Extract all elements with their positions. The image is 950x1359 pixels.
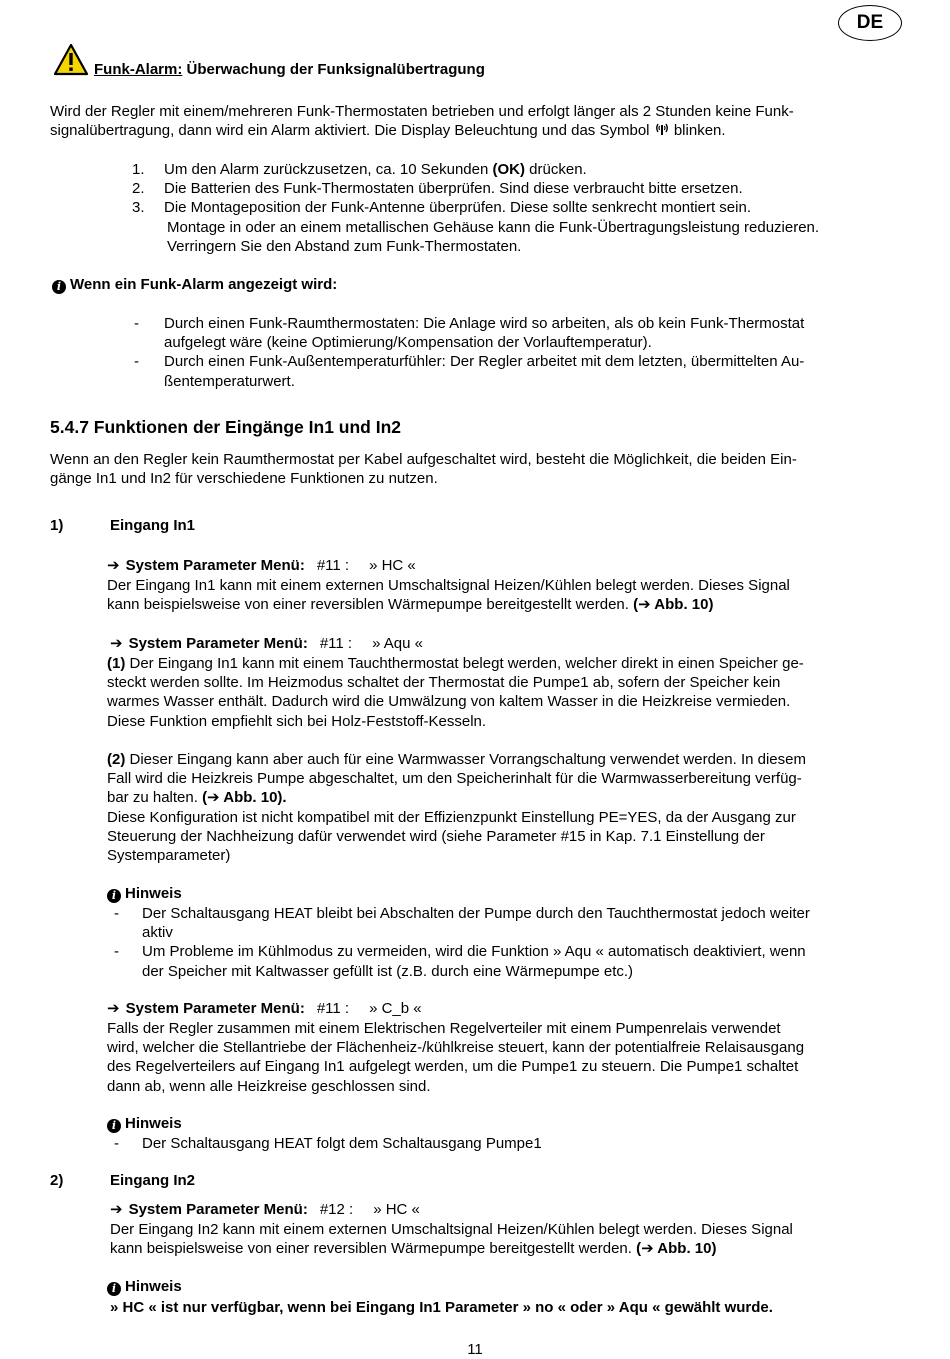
info-icon: i <box>107 1119 121 1133</box>
note-title: i Hinweis <box>107 1277 182 1296</box>
menu-line: ➔ System Parameter Menü: #11 : » HC « <box>107 557 416 574</box>
radio-signal-icon <box>654 122 670 136</box>
input1-number: 1) <box>50 517 64 534</box>
info-icon: i <box>107 1282 121 1296</box>
list-item: - Um Probleme im Kühlmodus zu vermeiden, wird die Funktion » Aqu « automatisch deaktiviert, wenn der Speicher mit Kaltwasser gefüllt ist (z.B. durch eine Wärmepumpe etc.) <box>114 943 806 980</box>
note-title: i Hinweis <box>107 884 182 903</box>
menu-line: ➔ System Parameter Menü: #11 : » Aqu « <box>110 635 423 652</box>
alarm-title: Funk-Alarm: Überwachung der Funksignalübertragung <box>94 61 485 78</box>
list-item: 1. Um den Alarm zurückzusetzen, ca. 10 Sekunden (OK) drücken. <box>132 161 587 178</box>
list-item: - Der Schaltausgang HEAT bleibt bei Abschalten der Pumpe durch den Tauchthermostat jedoch weiter aktiv <box>114 905 810 942</box>
list-item: 3. Die Montageposition der Funk-Antenne überprüfen. Diese sollte senkrecht montiert sein. <box>132 199 751 217</box>
list-item-continuation: Verringern Sie den Abstand zum Funk-Thermostaten. <box>167 237 522 255</box>
arrow-right-icon: ➔ <box>107 1000 120 1017</box>
list-item: - Der Schaltausgang HEAT folgt dem Schaltausgang Pumpe1 <box>114 1135 542 1152</box>
input2-title: Eingang In2 <box>110 1172 196 1189</box>
input2-text: Der Eingang In2 kann mit einem externen Umschaltsignal Heizen/Kühlen belegt werden. Dieses Signal kann beispielsweise von einer reversiblen Wärmepumpe bereitgestellt werden. (➔ Abb. 10) <box>110 1221 793 1258</box>
menu-line: ➔ System Parameter Menü: #11 : » C_b « <box>107 1000 422 1017</box>
section-intro: Wenn an den Regler kein Raumthermostat per Kabel aufgeschaltet wird, besteht die Möglichkeit, die beiden Ein- gänge In1 und In2 für verschiedene Funktionen zu nutzen. <box>50 451 797 488</box>
input2-note-text: » HC « ist nur verfügbar, wenn bei Eingang In1 Parameter » no « oder » Aqu « gewählt wurde. <box>110 1299 773 1316</box>
info-icon: i <box>107 889 121 903</box>
input1-hc-text: Der Eingang In1 kann mit einem externen Umschaltsignal Heizen/Kühlen belegt werden. Dieses Signal kann beispielsweise von einer reversiblen Wärmepumpe bereitgestellt werden. (➔ Abb. 10) <box>107 577 790 614</box>
arrow-right-icon: ➔ <box>107 557 120 574</box>
list-item: - Durch einen Funk-Raumthermostaten: Die Anlage wird so arbeiten, als ob kein Funk-Thermostat aufgelegt wäre (keine Optimierung/Kompensation der Vorlauftemperatur). <box>134 315 805 352</box>
input1-cb-text: Falls der Regler zusammen mit einem Elektrischen Regelverteiler mit einem Pumpenrelais verwendet wird, welcher die Stellantriebe der Flächenheiz-/kühlkreise steuert, kann der potentialfreie Relaisausgang des Regelverteilers auf Eingang In1 aufgelegt werden, um die Pumpe1 zu steuern. Die Pumpe1 schaltet dann ab, wenn alle Heizkreise geschlossen sind. <box>107 1020 805 1095</box>
input1-title: Eingang In1 <box>110 517 196 534</box>
info-icon: i <box>52 280 66 294</box>
alarm-paragraph: Wird der Regler mit einem/mehreren Funk-Thermostaten betrieben und erfolgt länger als 2 Stunden keine Funk- signalübertragung, dann wird ein Alarm aktiviert. Die Display Beleuchtung und das Symbol blinken. <box>50 103 794 140</box>
list-item: 2. Die Batterien des Funk-Thermostaten überprüfen. Sind diese verbraucht bitte ersetzen. <box>132 180 743 198</box>
alarm-bullets <box>132 314 912 391</box>
note-title: i Hinweis <box>107 1114 182 1133</box>
menu-line: ➔ System Parameter Menü: #12 : » HC « <box>110 1201 420 1218</box>
arrow-right-icon: ➔ <box>110 1201 123 1218</box>
alarm-steps <box>132 160 912 256</box>
warning-triangle-icon <box>53 43 89 76</box>
alarm-shown-title: i Wenn ein Funk-Alarm angezeigt wird: <box>52 275 337 294</box>
input1-aqu-p1: (1) Der Eingang In1 kann mit einem Tauchthermostat belegt werden, welcher direkt in einen Speicher ge- steckt werden sollte. Im Heizmodus schaltet der Thermostat die Pumpe1 ab, sofern der Speicher kein warmes Wasser enthält. Dadurch wird die Umwälzung von kaltem Wasser in die Heizkreise vermieden. Diese Funktion empfiehlt sich bei Holz-Feststoff-Kesseln. <box>107 655 804 730</box>
input2-number: 2) <box>50 1172 64 1189</box>
note-list <box>114 904 904 981</box>
language-badge: DE <box>838 5 902 41</box>
arrow-right-icon: ➔ <box>110 635 123 652</box>
list-item-continuation: Montage in oder an einem metallischen Gehäuse kann die Funk-Übertragungsleistung reduzieren. <box>167 218 820 236</box>
list-item: - Durch einen Funk-Außentemperaturfühler: Der Regler arbeitet mit dem letzten, übermittelten Au- ßentemperaturwert. <box>134 353 805 390</box>
section-heading: 5.4.7 Funktionen der Eingänge In1 und In2 <box>50 417 402 437</box>
page-number: 11 <box>467 1341 483 1358</box>
input1-aqu-p2: (2) Dieser Eingang kann aber auch für eine Warmwasser Vorrangschaltung verwendet werden. In diesem Fall wird die Heizkreis Pumpe abgeschaltet, um den Speicherinhalt für die Warmwasserbereitung verfüg- bar zu halten. (➔ Abb. 10). Diese Konfiguration ist nicht kompatibel mit der Effizienzpunkt Einstellung PE=YES, da der Ausgang zur Steuerung der Nachheizung dafür verwendet wird (siehe Parameter #15 in Kap. 7.1 Einstellung der Systemparameter) <box>107 751 806 865</box>
